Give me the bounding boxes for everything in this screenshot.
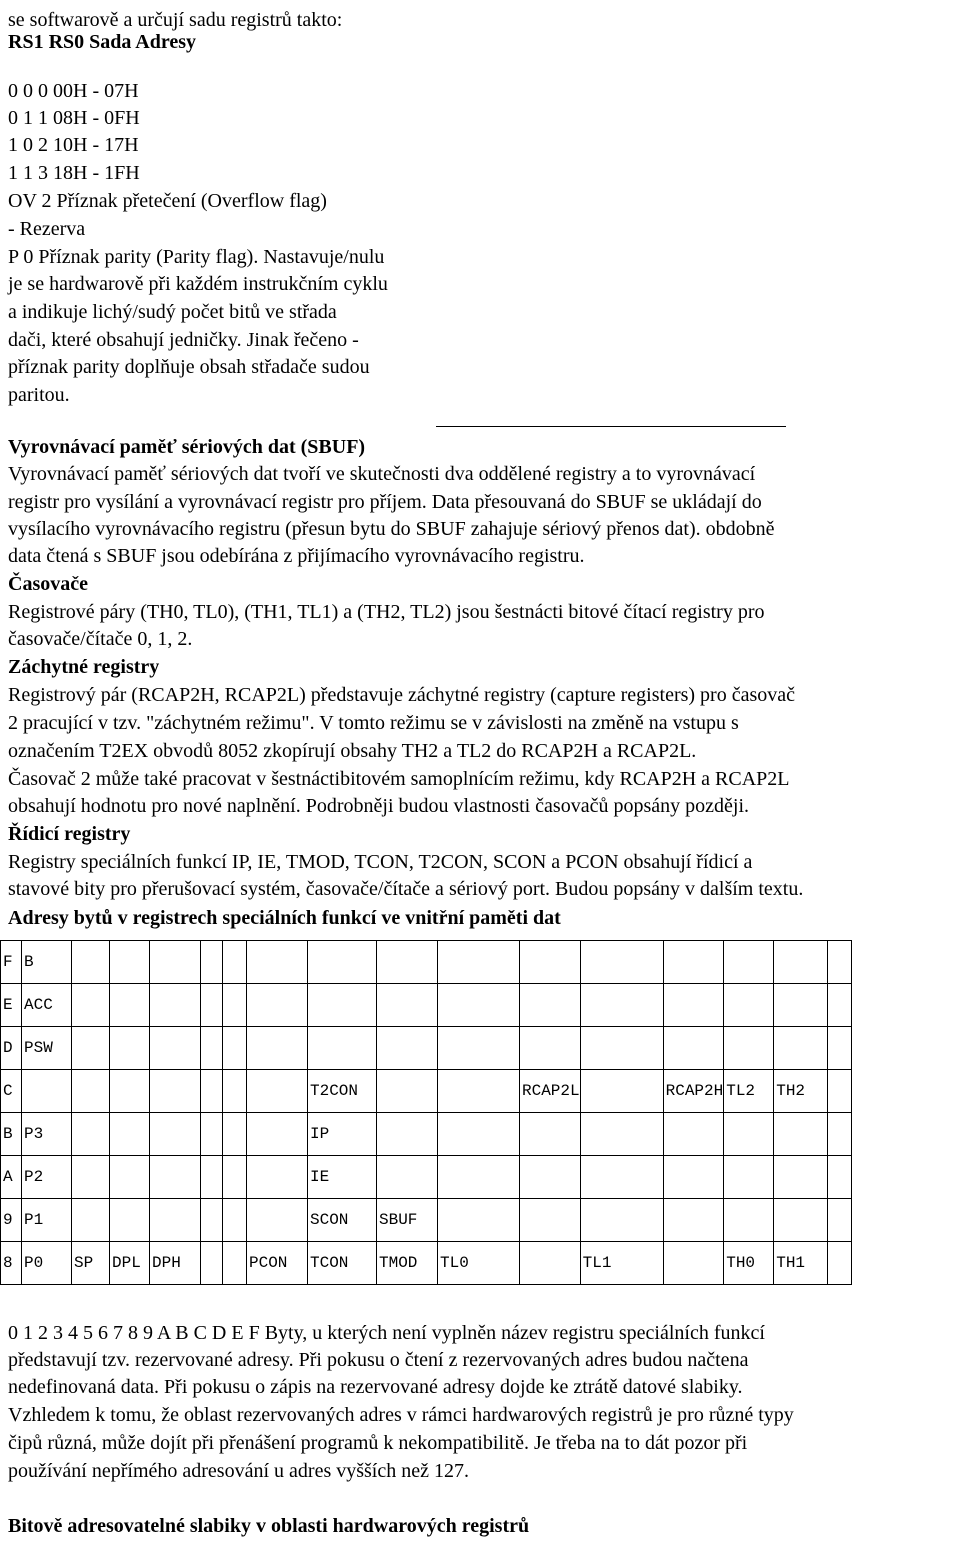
sfr-cell bbox=[520, 941, 581, 984]
sbuf-text: vysílacího vyrovnávacího registru (přesun bytu do SBUF zahajuje sériový přenos dat). obdobně bbox=[8, 518, 775, 540]
sfr-cell bbox=[774, 1199, 828, 1242]
sfr-cell bbox=[724, 1113, 774, 1156]
sfr-cell: TH2 bbox=[774, 1070, 828, 1113]
sfr-cell bbox=[201, 941, 223, 984]
sfr-cell bbox=[520, 1242, 581, 1285]
sfr-cell bbox=[201, 1242, 223, 1285]
sfr-cell bbox=[828, 1113, 852, 1156]
sfr-cell: ACC bbox=[22, 984, 72, 1027]
rs-row: 1 0 2 10H - 17H bbox=[8, 134, 139, 156]
capture-text: obsahují hodnotu pro nové naplnění. Podrobněji budou vlastnosti časovačů popsány později. bbox=[8, 795, 749, 817]
sfr-cell: TH0 bbox=[724, 1242, 774, 1285]
sfr-cell bbox=[663, 984, 724, 1027]
sfr-cell: DPL bbox=[110, 1242, 150, 1285]
sfr-cell bbox=[150, 984, 201, 1027]
sfr-cell bbox=[110, 1156, 150, 1199]
sfr-cell: TH1 bbox=[774, 1242, 828, 1285]
sfr-cell bbox=[201, 1070, 223, 1113]
sbuf-text: registr pro vysílání a vyrovnávací registr pro příjem. Data přesouvaná do SBUF se ukládají do bbox=[8, 491, 762, 513]
sfr-cell bbox=[110, 1070, 150, 1113]
capture-text: Časovač 2 může také pracovat v šestnáctibitovém samoplnícím režimu, kdy RCAP2H a RCAP2L bbox=[8, 768, 790, 790]
reserved-text: nedefinovaná data. Při pokusu o zápis na rezervované adresy dojde ke ztrátě datové slabiky. bbox=[8, 1376, 743, 1398]
sfr-cell bbox=[377, 1070, 438, 1113]
sfr-cell bbox=[663, 1027, 724, 1070]
sfr-cell: SBUF bbox=[377, 1199, 438, 1242]
sfr-cell bbox=[150, 1156, 201, 1199]
sbuf-text: data čtená s SBUF jsou odebírána z přijímacího vyrovnávacího registru. bbox=[8, 545, 585, 567]
sfr-cell bbox=[520, 984, 581, 1027]
sfr-row bbox=[1, 1242, 852, 1285]
sfr-cell bbox=[201, 1156, 223, 1199]
sfr-cell bbox=[223, 984, 247, 1027]
sfr-row bbox=[1, 984, 852, 1027]
sfr-cell bbox=[438, 1199, 520, 1242]
control-text: Registry speciálních funkcí IP, IE, TMOD, TCON, T2CON, SCON a PCON obsahují řídicí a bbox=[8, 851, 753, 873]
sfr-cell bbox=[828, 1242, 852, 1285]
sfr-cell bbox=[377, 1156, 438, 1199]
sfr-cell bbox=[72, 984, 110, 1027]
sfr-cell bbox=[22, 1070, 72, 1113]
sfr-cell bbox=[828, 1027, 852, 1070]
sfr-cell bbox=[663, 1156, 724, 1199]
sfr-row bbox=[1, 1156, 852, 1199]
sfr-cell bbox=[110, 1113, 150, 1156]
sfr-row bbox=[1, 1113, 852, 1156]
sfr-cell bbox=[580, 1027, 663, 1070]
sfr-cell bbox=[724, 1199, 774, 1242]
sfr-cell bbox=[774, 1027, 828, 1070]
sfr-cell bbox=[724, 984, 774, 1027]
sfr-cell: IE bbox=[308, 1156, 377, 1199]
sfr-cell bbox=[774, 941, 828, 984]
sfr-cell bbox=[110, 1199, 150, 1242]
rezerva-line: - Rezerva bbox=[8, 218, 86, 240]
sfr-cell: B bbox=[22, 941, 72, 984]
sfr-cell bbox=[724, 941, 774, 984]
sfr-cell bbox=[438, 1070, 520, 1113]
intro-text: se softwarově a určují sadu registrů takto: bbox=[8, 9, 343, 31]
sfr-cell bbox=[201, 1113, 223, 1156]
sfr-cell: TL1 bbox=[580, 1242, 663, 1285]
sfr-cell bbox=[247, 1027, 308, 1070]
sfr-cell bbox=[223, 1199, 247, 1242]
sfr-cell bbox=[150, 1027, 201, 1070]
sfr-cell bbox=[201, 984, 223, 1027]
sfr-cell bbox=[223, 1156, 247, 1199]
sfr-cell bbox=[72, 1156, 110, 1199]
sfr-cell bbox=[201, 1199, 223, 1242]
reserved-text: 0 1 2 3 4 5 6 7 8 9 A B C D E F Byty, u kterých není vyplněn název registru speciálních funkcí bbox=[8, 1322, 765, 1344]
sfr-cell bbox=[308, 941, 377, 984]
sfr-cell: IP bbox=[308, 1113, 377, 1156]
sfr-cell bbox=[580, 1113, 663, 1156]
sfr-cell bbox=[663, 1199, 724, 1242]
reserved-text: používání nepřímého adresování u adres vyšších než 127. bbox=[8, 1460, 469, 1482]
rs-table-header: RS1 RS0 Sada Adresy bbox=[8, 31, 197, 53]
sfr-cell bbox=[724, 1156, 774, 1199]
sfr-row-label: 9 bbox=[1, 1199, 22, 1242]
sfr-cell bbox=[724, 1027, 774, 1070]
sfr-cell: RCAP2L bbox=[520, 1070, 581, 1113]
sfr-cell bbox=[223, 1242, 247, 1285]
sfr-cell bbox=[580, 941, 663, 984]
sbuf-heading: Vyrovnávací paměť sériových dat (SBUF) bbox=[8, 436, 366, 458]
rs-row: 0 1 1 08H - 0FH bbox=[8, 107, 140, 129]
sfr-cell bbox=[438, 1156, 520, 1199]
bit-addressable-heading: Bitově adresovatelné slabiky v oblasti hardwarových registrů bbox=[8, 1515, 530, 1537]
sfr-cell bbox=[247, 1113, 308, 1156]
sfr-cell: P2 bbox=[22, 1156, 72, 1199]
sfr-cell bbox=[223, 1113, 247, 1156]
ov-flag-line: OV 2 Příznak přetečení (Overflow flag) bbox=[8, 190, 327, 212]
sfr-cell bbox=[72, 1027, 110, 1070]
sfr-cell: P0 bbox=[22, 1242, 72, 1285]
sfr-row-label: C bbox=[1, 1070, 22, 1113]
sfr-row bbox=[1, 1027, 852, 1070]
capture-text: označením T2EX obvodů 8052 zkopírují obsahy TH2 a TL2 do RCAP2H a RCAP2L. bbox=[8, 740, 697, 762]
sfr-cell bbox=[150, 1070, 201, 1113]
control-heading: Řídicí registry bbox=[8, 823, 131, 845]
parity-line: P 0 Příznak parity (Parity flag). Nastavuje/nulu bbox=[8, 246, 385, 268]
capture-text: 2 pracující v tzv. "záchytném režimu". V tomto režimu se v závislosti na změně na vstupu s bbox=[8, 712, 739, 734]
sfr-address-table bbox=[0, 940, 852, 1285]
sfr-cell bbox=[377, 984, 438, 1027]
sfr-cell bbox=[247, 1199, 308, 1242]
sfr-cell bbox=[201, 1027, 223, 1070]
parity-line: dači, které obsahují jedničky. Jinak řečeno - bbox=[8, 329, 359, 351]
sfr-cell bbox=[520, 1199, 581, 1242]
rs-row: 1 1 3 18H - 1FH bbox=[8, 162, 140, 184]
sfr-cell bbox=[377, 1113, 438, 1156]
sfr-cell bbox=[377, 1027, 438, 1070]
sfr-cell bbox=[308, 984, 377, 1027]
sfr-cell bbox=[580, 984, 663, 1027]
control-text: stavové bity pro přerušovací systém, časovače/čítače a sériový port. Budou popsány v dalším textu. bbox=[8, 878, 804, 900]
timers-text: Registrové páry (TH0, TL0), (TH1, TL1) a (TH2, TL2) jsou šestnácti bitové čítací registry pro bbox=[8, 601, 765, 623]
sfr-cell bbox=[223, 1070, 247, 1113]
sfr-cell bbox=[828, 1070, 852, 1113]
sfr-cell bbox=[150, 1113, 201, 1156]
sfr-cell bbox=[520, 1027, 581, 1070]
sfr-cell bbox=[663, 1242, 724, 1285]
sfr-cell bbox=[438, 984, 520, 1027]
sfr-row-label: D bbox=[1, 1027, 22, 1070]
capture-heading: Záchytné registry bbox=[8, 656, 160, 678]
sfr-cell bbox=[520, 1156, 581, 1199]
sfr-cell bbox=[438, 941, 520, 984]
sfr-cell bbox=[438, 1113, 520, 1156]
sfr-row bbox=[1, 1070, 852, 1113]
capture-text: Registrový pár (RCAP2H, RCAP2L) představuje záchytné registry (capture registers) pro časovač bbox=[8, 684, 796, 706]
timers-heading: Časovače bbox=[8, 573, 88, 595]
sbuf-text: Vyrovnávací paměť sériových dat tvoří ve skutečnosti dva oddělené registry a to vyrovnávací bbox=[8, 463, 756, 485]
sfr-cell bbox=[247, 984, 308, 1027]
parity-line: příznak parity doplňuje obsah střadače sudou bbox=[8, 356, 370, 378]
sfr-cell bbox=[110, 984, 150, 1027]
reserved-text: představují tzv. rezervované adresy. Při pokusu o čtení z rezervovaných adres budou načtena bbox=[8, 1349, 749, 1371]
sfr-cell bbox=[774, 984, 828, 1027]
sfr-cell: T2CON bbox=[308, 1070, 377, 1113]
sfr-cell: SCON bbox=[308, 1199, 377, 1242]
rs-row: 0 0 0 00H - 07H bbox=[8, 80, 139, 102]
sfr-cell bbox=[774, 1113, 828, 1156]
sfr-row-label: B bbox=[1, 1113, 22, 1156]
timers-text: časovače/čítače 0, 1, 2. bbox=[8, 628, 193, 650]
sfr-cell bbox=[72, 941, 110, 984]
sfr-cell bbox=[72, 1070, 110, 1113]
sfr-cell bbox=[828, 1156, 852, 1199]
sfr-cell bbox=[828, 1199, 852, 1242]
sfr-cell bbox=[247, 1156, 308, 1199]
sfr-cell bbox=[377, 941, 438, 984]
sfr-cell: PCON bbox=[247, 1242, 308, 1285]
reserved-text: Vzhledem k tomu, že oblast rezervovaných adres v rámci hardwarových registrů je pro různé typy bbox=[8, 1404, 794, 1426]
sfr-cell bbox=[223, 941, 247, 984]
parity-line: a indikuje lichý/sudý počet bitů ve střada bbox=[8, 301, 337, 323]
sfr-cell: P3 bbox=[22, 1113, 72, 1156]
sfr-cell: TL0 bbox=[438, 1242, 520, 1285]
sfr-cell bbox=[247, 1070, 308, 1113]
sfr-cell bbox=[828, 984, 852, 1027]
sfr-cell bbox=[150, 1199, 201, 1242]
sfr-cell bbox=[580, 1199, 663, 1242]
sfr-cell: SP bbox=[72, 1242, 110, 1285]
sfr-cell bbox=[247, 941, 308, 984]
sfr-cell bbox=[223, 1027, 247, 1070]
sfr-cell bbox=[308, 1027, 377, 1070]
sfr-cell bbox=[72, 1199, 110, 1242]
sfr-cell bbox=[774, 1156, 828, 1199]
sfr-row bbox=[1, 1199, 852, 1242]
sfr-cell bbox=[438, 1027, 520, 1070]
sfr-cell bbox=[580, 1070, 663, 1113]
sfr-cell bbox=[110, 941, 150, 984]
sfr-cell bbox=[110, 1027, 150, 1070]
sfr-heading: Adresy bytů v registrech speciálních funkcí ve vnitřní paměti dat bbox=[8, 907, 561, 929]
sfr-cell bbox=[828, 941, 852, 984]
reserved-text: čipů různá, může dojít při přenášení programů k nekompatibilitě. Je třeba na to dát pozor při bbox=[8, 1432, 748, 1454]
sfr-row-label: 8 bbox=[1, 1242, 22, 1285]
sfr-cell: RCAP2H bbox=[663, 1070, 724, 1113]
divider-line bbox=[436, 426, 786, 427]
parity-line: je se hardwarově při každém instrukčním cyklu bbox=[8, 273, 388, 295]
sfr-cell: TCON bbox=[308, 1242, 377, 1285]
sfr-cell bbox=[663, 1113, 724, 1156]
sfr-cell: TMOD bbox=[377, 1242, 438, 1285]
parity-line: paritou. bbox=[8, 384, 70, 406]
sfr-row-label: A bbox=[1, 1156, 22, 1199]
sfr-cell bbox=[72, 1113, 110, 1156]
sfr-cell bbox=[663, 941, 724, 984]
sfr-cell: DPH bbox=[150, 1242, 201, 1285]
sfr-row-label: F bbox=[1, 941, 22, 984]
sfr-cell bbox=[150, 941, 201, 984]
sfr-cell: PSW bbox=[22, 1027, 72, 1070]
sfr-cell bbox=[520, 1113, 581, 1156]
sfr-cell bbox=[580, 1156, 663, 1199]
sfr-cell: P1 bbox=[22, 1199, 72, 1242]
sfr-row bbox=[1, 941, 852, 984]
sfr-cell: TL2 bbox=[724, 1070, 774, 1113]
sfr-row-label: E bbox=[1, 984, 22, 1027]
